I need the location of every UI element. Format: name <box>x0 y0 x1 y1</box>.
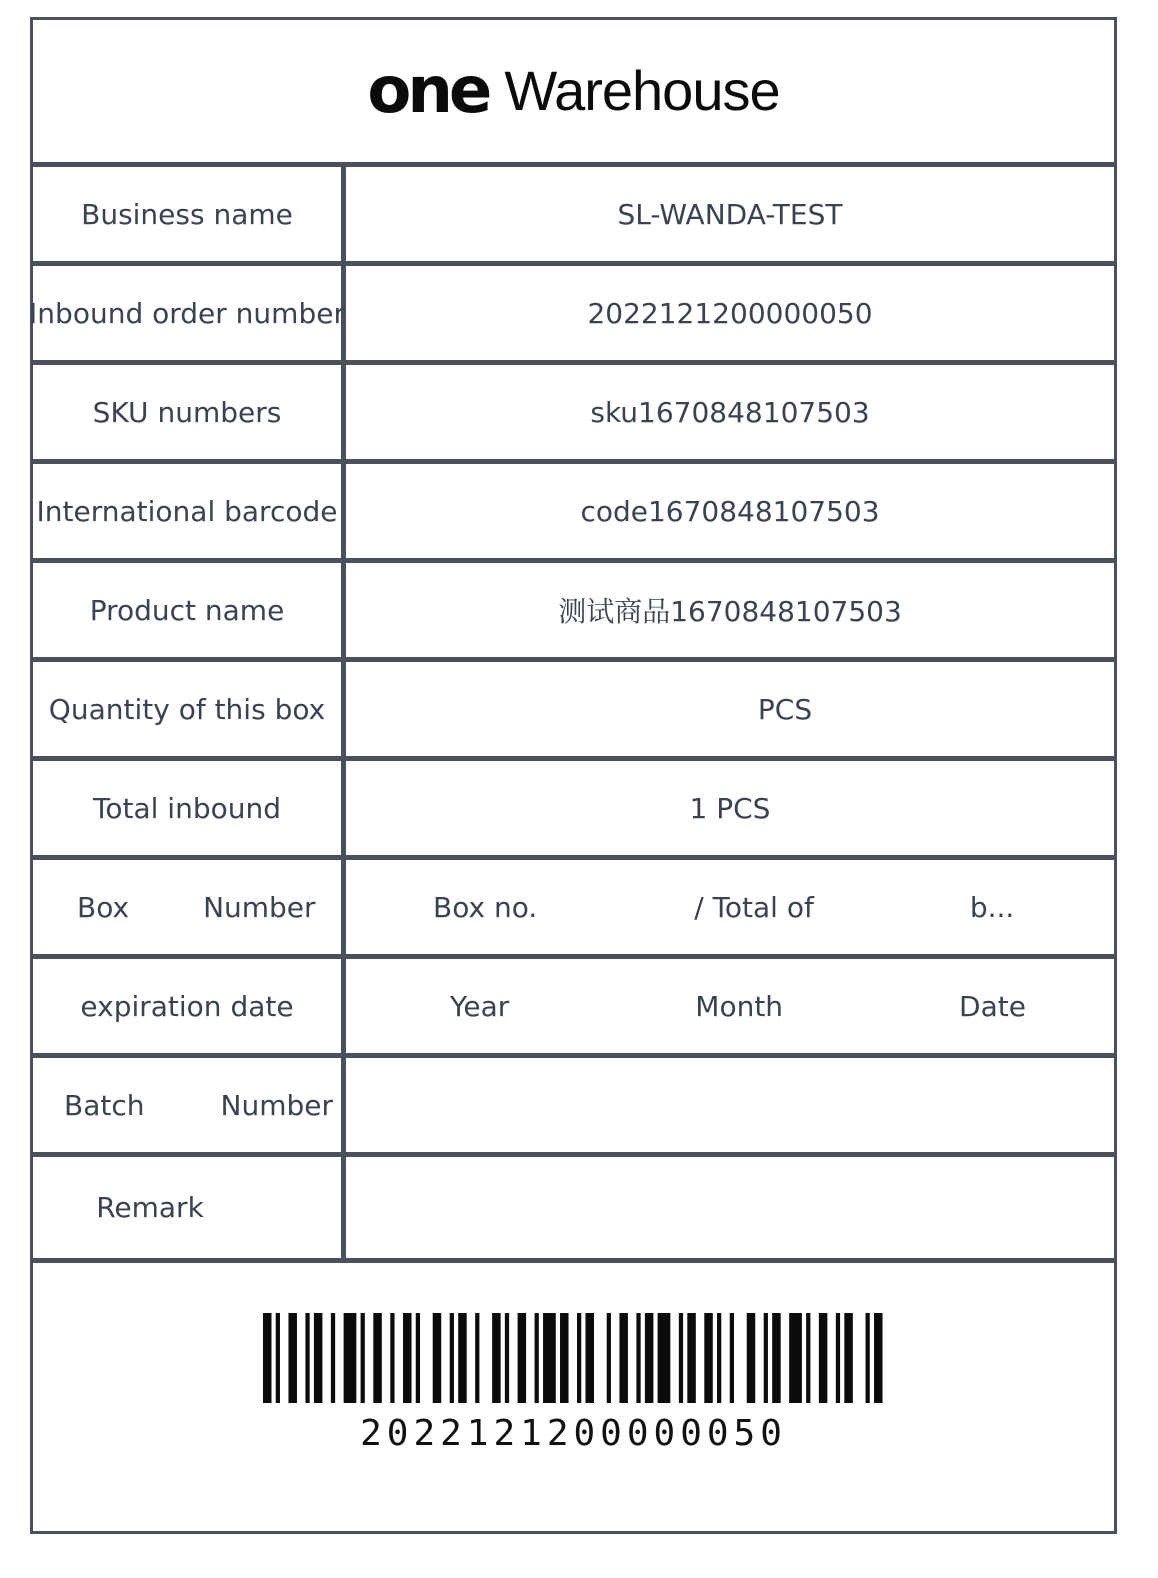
batch-number-value <box>346 1058 1114 1152</box>
row-batch-number <box>33 1058 1114 1157</box>
total-of-text: / Total of <box>694 890 814 924</box>
logo-header <box>33 20 1114 167</box>
total-inbound-label: Total inbound <box>33 761 346 855</box>
box-suffix-text: b... <box>969 890 1015 924</box>
row-remark <box>33 1157 1114 1263</box>
barcode-bar <box>585 1313 593 1403</box>
sku-numbers-value: sku1670848107503 <box>590 395 870 429</box>
barcode-bar <box>645 1313 653 1403</box>
barcode-bar <box>276 1313 280 1403</box>
sku-numbers-label: SKU numbers <box>33 365 346 459</box>
business-name-label: Business name <box>33 167 346 261</box>
barcode-bar <box>764 1313 768 1403</box>
box-no-text: Box no. <box>433 890 538 924</box>
quantity-of-box-label: Quantity of this box <box>33 662 346 756</box>
barcode-bar <box>390 1313 394 1403</box>
box-number-label-part1: Box <box>77 890 130 924</box>
barcode-bar <box>844 1313 852 1403</box>
barcode-bar <box>658 1313 671 1403</box>
barcode-bar <box>874 1313 882 1403</box>
barcode-bar <box>361 1313 365 1403</box>
batch-number-label-part1: Batch <box>64 1088 145 1122</box>
barcode-bar <box>535 1313 539 1403</box>
row-box-number <box>33 860 1114 959</box>
barcode-bar <box>819 1313 827 1403</box>
quantity-unit: PCS <box>757 692 813 726</box>
row-inbound-order-number <box>29 266 1114 365</box>
month-text: Month <box>695 989 784 1023</box>
barcode-bar <box>679 1313 683 1403</box>
barcode-bar <box>263 1313 271 1403</box>
batch-number-label-part2: Number <box>220 1088 333 1122</box>
barcode-bar <box>772 1313 780 1403</box>
barcode-section <box>33 1263 1114 1534</box>
date-text: Date <box>959 989 1026 1023</box>
quantity-of-box-value <box>346 662 1114 756</box>
row-sku-numbers <box>33 365 1114 464</box>
row-international-barcode <box>33 464 1114 563</box>
barcode-bar <box>704 1313 712 1403</box>
barcode-bar <box>373 1313 381 1403</box>
logo-warehouse-text: Warehouse <box>504 59 780 122</box>
remark-label <box>33 1157 346 1258</box>
remark-label-text: Remark <box>96 1191 204 1224</box>
barcode-bar <box>806 1313 810 1403</box>
barcode-bar <box>433 1313 441 1403</box>
product-name-label: Product name <box>33 563 346 657</box>
barcode-bar <box>730 1313 734 1403</box>
barcode-bar <box>288 1313 296 1403</box>
barcode-bar <box>560 1313 568 1403</box>
barcode-bar <box>607 1313 611 1403</box>
product-name-value: 测试商品1670848107503 <box>558 595 902 628</box>
logo-one-text: one <box>367 54 489 128</box>
inbound-order-number-value: 2022121200000050 <box>587 296 873 330</box>
barcode-bar <box>416 1313 420 1403</box>
barcode-bar <box>505 1313 509 1403</box>
year-text: Year <box>450 989 510 1023</box>
barcode-bar <box>518 1313 526 1403</box>
box-number-label-part2: Number <box>203 890 316 924</box>
barcode-bar <box>475 1313 479 1403</box>
barcode-bar <box>687 1313 695 1403</box>
barcode-bar <box>344 1313 357 1403</box>
barcode-bar <box>619 1313 627 1403</box>
barcode-bar <box>331 1313 335 1403</box>
batch-number-label <box>33 1058 346 1152</box>
row-expiration-date <box>33 959 1114 1058</box>
barcode-bar <box>636 1313 640 1403</box>
barcode-bar <box>789 1313 802 1403</box>
barcode-bar <box>314 1313 322 1403</box>
box-number-value <box>346 860 1114 954</box>
business-name-value: SL-WANDA-TEST <box>617 197 843 231</box>
barcode-bar <box>450 1313 454 1403</box>
barcode-bar <box>543 1313 556 1403</box>
barcode-bar <box>458 1313 466 1403</box>
row-business-name <box>33 167 1114 266</box>
barcode-number: 2022121200000050 <box>360 1413 787 1454</box>
barcode-bar <box>305 1313 309 1403</box>
box-number-label <box>33 860 346 954</box>
expiration-date-value <box>346 959 1114 1053</box>
barcode-bar <box>717 1313 721 1403</box>
row-product-name <box>33 563 1114 662</box>
barcode-bar <box>577 1313 581 1403</box>
international-barcode-label: International barcode <box>33 464 346 558</box>
row-total-inbound <box>33 761 1114 860</box>
row-quantity-of-box <box>33 662 1114 761</box>
barcode-bar <box>492 1313 500 1403</box>
one-warehouse-logo <box>367 54 780 128</box>
barcode-image <box>263 1313 891 1403</box>
barcode-bar <box>403 1313 411 1403</box>
remark-value <box>346 1157 1114 1258</box>
expiration-date-label: expiration date <box>33 959 346 1053</box>
international-barcode-value: code1670848107503 <box>580 494 880 528</box>
total-inbound-value: 1 PCS <box>689 791 771 825</box>
inbound-order-number-label: Inbound order number <box>33 266 346 360</box>
inbound-label <box>30 17 1117 1534</box>
barcode-bar <box>836 1313 840 1403</box>
barcode-bar <box>747 1313 755 1403</box>
barcode-bar <box>866 1313 870 1403</box>
